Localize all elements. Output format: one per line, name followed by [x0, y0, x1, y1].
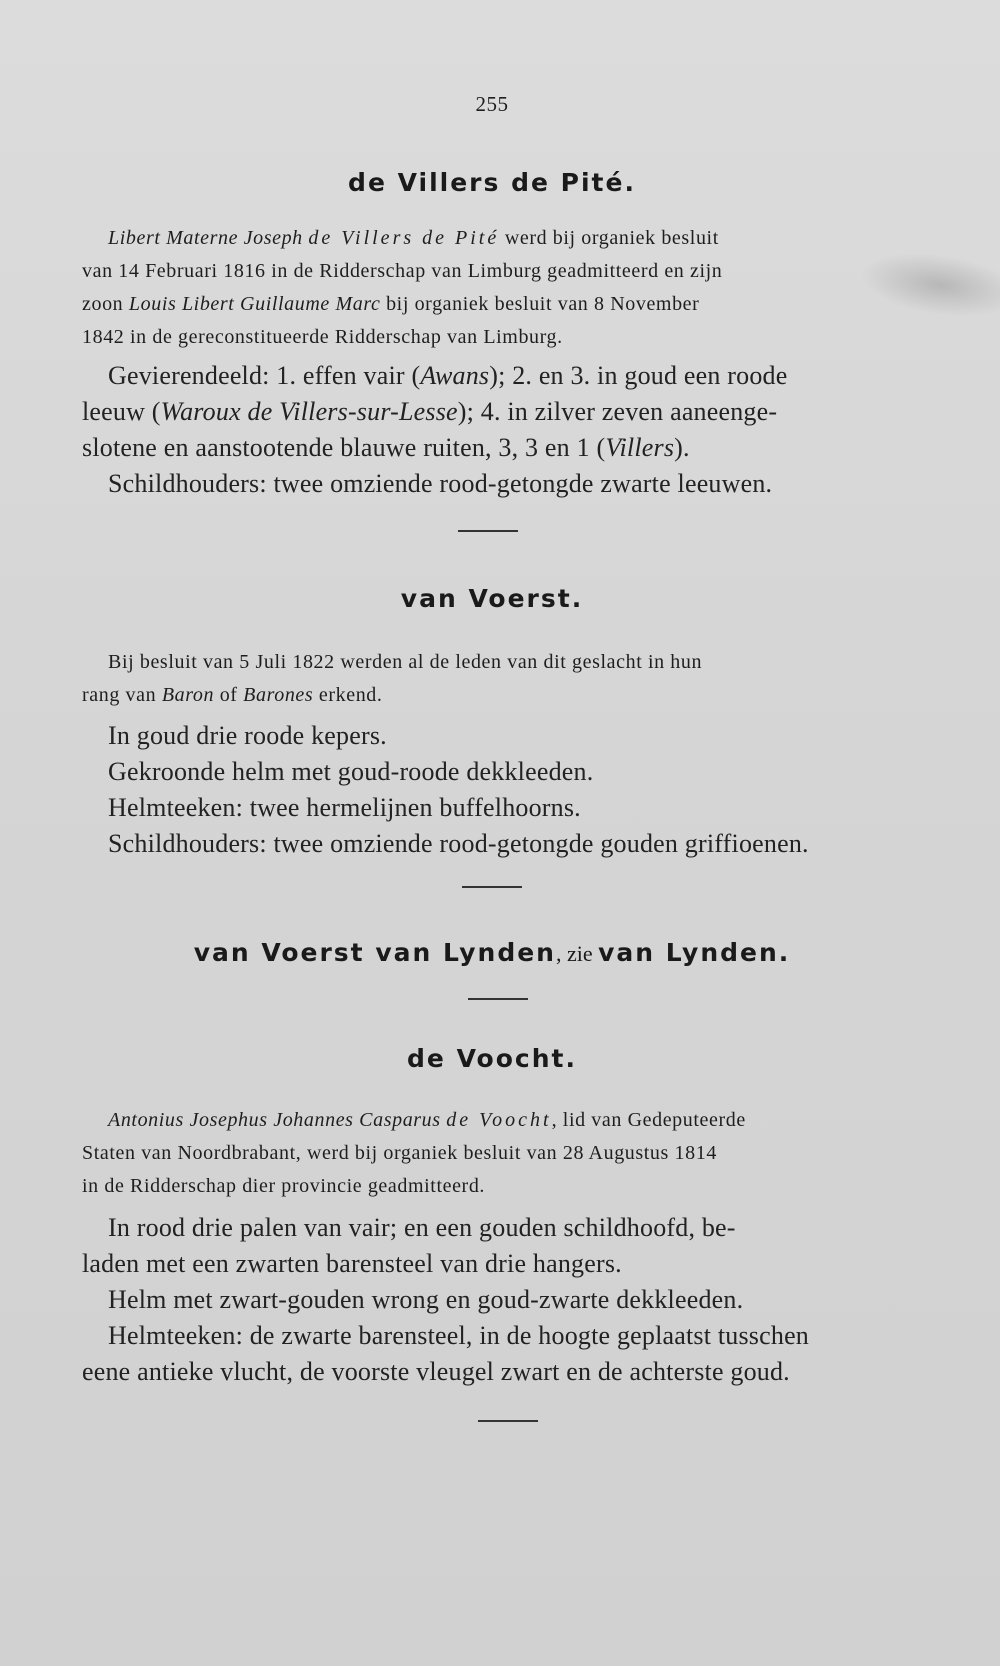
text-line: Schildhouders: twee omziende rood-getongde zwarte leeuwen.	[108, 469, 773, 498]
text-line: Bij besluit van 5 Juli 1822 werden al de leden van dit geslacht in hun	[108, 651, 703, 673]
text-line	[82, 394, 902, 430]
title-term: Baron	[161, 684, 215, 706]
text-line	[82, 679, 902, 712]
section-heading-voerst-lynden	[82, 938, 902, 967]
text-run: ).	[674, 433, 690, 462]
text-line	[82, 288, 902, 321]
text-run: ); 4. in zilver zeven aaneenge-	[457, 397, 778, 426]
arms-source: Awans	[420, 361, 490, 390]
text-run: werd bij organiek besluit	[499, 227, 719, 249]
page-number: 255	[475, 92, 509, 116]
text-line: laden met een zwarten barensteel van drie hangers.	[82, 1249, 622, 1278]
section-divider	[468, 998, 528, 1000]
section-heading-voocht: de Voocht.	[407, 1044, 577, 1073]
cross-reference-text: , zie	[555, 941, 599, 966]
text-run: leeuw (	[82, 397, 161, 426]
text-run: zoon	[82, 293, 129, 315]
text-line: Helmteeken: de zwarte barensteel, in de hoogte geplaatst tusschen	[108, 1321, 810, 1350]
text-line: van 14 Februari 1816 in de Ridderschap van Limburg geadmitteerd en zijn	[82, 260, 723, 282]
section-heading-villers: de Villers de Pité.	[348, 168, 636, 197]
text-line	[82, 430, 902, 466]
text-line: In rood drie palen van vair; en een gouden schildhoofd, be-	[108, 1213, 736, 1242]
text-line	[82, 1104, 902, 1137]
person-name: Antonius Josephus Johannes Casparus	[108, 1109, 441, 1131]
intro-paragraph-voocht	[82, 1104, 902, 1203]
text-line	[82, 358, 902, 394]
arms-source: Villers	[605, 433, 675, 462]
text-run: Gevierendeeld: 1. effen vair (	[108, 361, 421, 390]
blazon-paragraph-villers	[82, 358, 902, 502]
text-run: ); 2. en 3. in goud een roode	[489, 361, 788, 390]
blazon-paragraph-voerst	[82, 718, 902, 862]
family-name: de Villers de Pité	[308, 227, 500, 249]
text-run: slotene en aanstootende blauwe ruiten, 3, 3 en 1 (	[82, 433, 606, 462]
section-divider	[462, 886, 522, 888]
text-line: In goud drie roode kepers.	[108, 721, 387, 750]
cross-reference-target: van Lynden.	[598, 938, 791, 967]
section-heading-voerst: van Voerst.	[400, 584, 584, 613]
text-line: Schildhouders: twee omziende rood-getongde gouden griffioenen.	[108, 829, 809, 858]
heading-text: van Voerst van Lynden	[193, 938, 556, 967]
text-line: Helmteeken: twee hermelijnen buffelhoorns.	[108, 793, 581, 822]
text-run: , lid van Gedeputeerde	[551, 1109, 746, 1131]
person-name: Louis Libert Guillaume Marc	[128, 293, 381, 315]
family-name: de Voocht	[446, 1109, 552, 1131]
person-name: Libert Materne Joseph	[108, 227, 303, 249]
text-run: erkend.	[313, 684, 383, 706]
text-line: 1842 in de gereconstitueerde Ridderschap van Limburg.	[82, 326, 563, 348]
text-line: eene antieke vlucht, de voorste vleugel zwart en de achterste goud.	[82, 1357, 790, 1386]
text-line: Staten van Noordbrabant, werd bij organiek besluit van 28 Augustus 1814	[82, 1142, 717, 1164]
text-run: rang van	[82, 684, 162, 706]
section-divider	[478, 1420, 538, 1422]
text-run: bij organiek besluit van 8 November	[380, 293, 700, 315]
section-divider	[458, 530, 518, 532]
text-line: Helm met zwart-gouden wrong en goud-zwarte dekkleeden.	[108, 1285, 744, 1314]
title-term: Barones	[243, 684, 314, 706]
text-line: in de Ridderschap dier provincie geadmitteerd.	[82, 1175, 486, 1197]
intro-paragraph-villers	[82, 222, 902, 354]
text-run: of	[214, 684, 244, 706]
text-line: Gekroonde helm met goud-roode dekkleeden.	[108, 757, 594, 786]
text-line	[82, 222, 902, 255]
blazon-paragraph-voocht	[82, 1210, 902, 1390]
arms-source: Waroux de Villers-sur-Lesse	[160, 397, 458, 426]
intro-paragraph-voerst	[82, 646, 902, 712]
